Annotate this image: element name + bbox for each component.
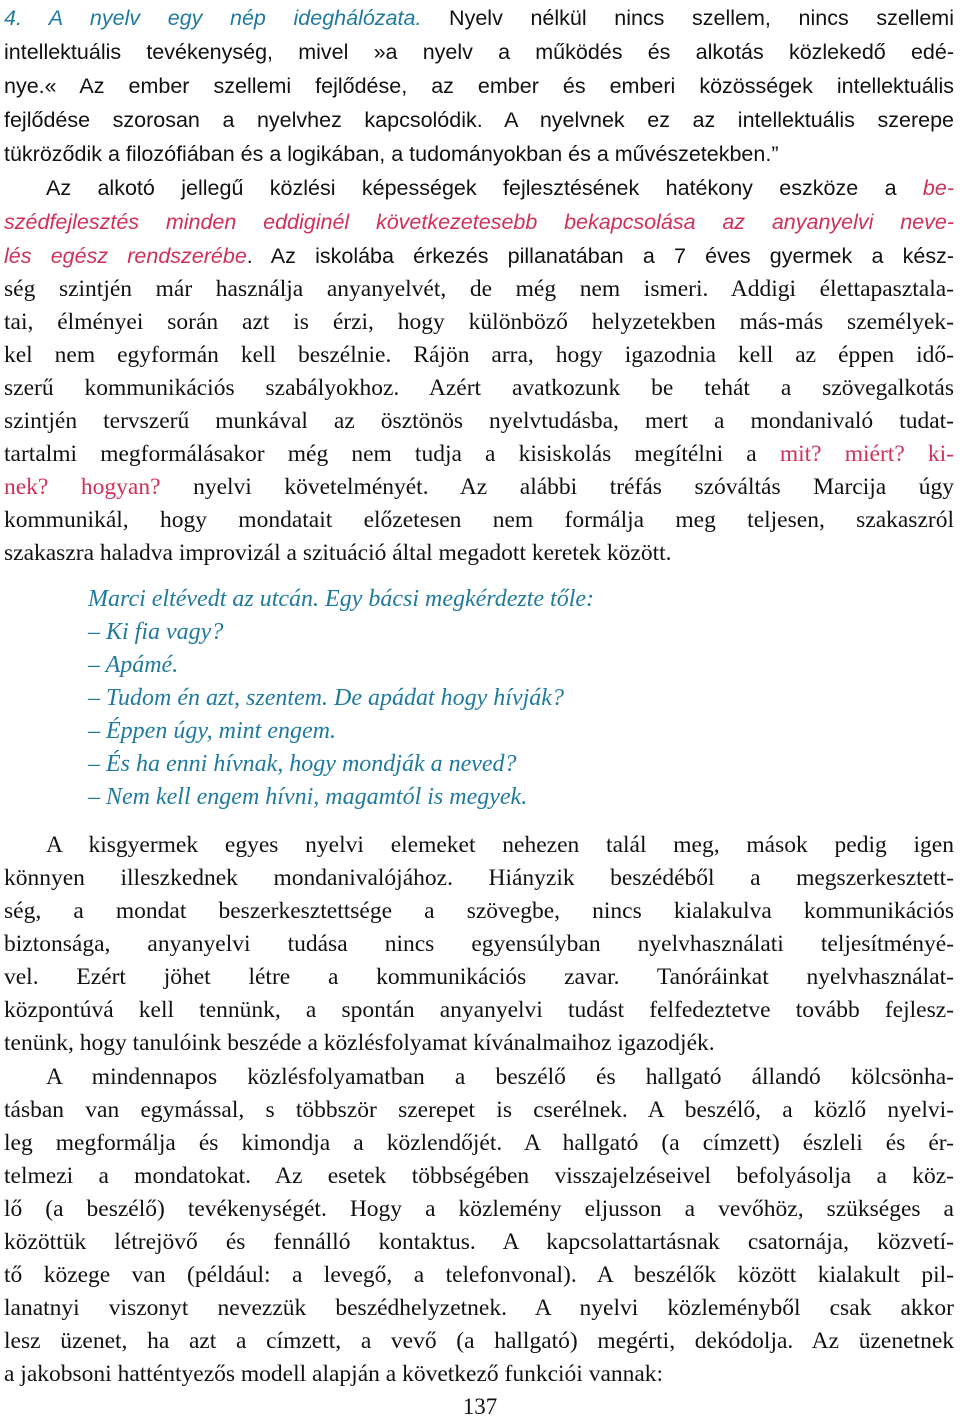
paragraph1-line-10: nek? hogyan? nyelvi követelményét. Az alábbi tréfás szóváltás Marcija úgy <box>4 474 955 500</box>
paragraph2-line-2: könnyen illeszkednek mondanivalójához. Hiányzik beszédéből a megszerkesztett- <box>4 865 954 891</box>
emphasis-text: be- <box>922 176 954 200</box>
paragraph1-line-6: kel nem egyformán kell beszélnie. Rájön arra, hogy igazodnia kell az éppen idő- <box>4 342 954 368</box>
section-intro-line-2: intellektuális tevékenység, mivel »a nyelv a működés és alkotás közlekedő edé- <box>4 40 954 64</box>
dialogue-line: – Nem kell engem hívni, magamtól is megyek. <box>88 784 528 810</box>
paragraph3-line-3: leg megformálja és kimondja a közlendőjét. A hallgató (a címzett) észleli és ér- <box>4 1130 954 1156</box>
section-intro-line-4: fejlődése szorosan a nyelvhez kapcsolódik. A nyelvnek ez az intellektuális szerepe <box>4 108 954 132</box>
dialogue-line: – Apámé. <box>88 652 179 678</box>
paragraph3-line-2: tásban van egymással, s többször szerepet is cserélnek. A beszélő, a közlő nyelvi- <box>4 1097 954 1123</box>
paragraph3-line-9: lesz üzenet, ha azt a címzett, a vevő (a hallgató) megérti, dekódolja. Az üzenetnek <box>4 1328 954 1354</box>
paragraph2-line-6: központúvá kell tennünk, a spontán anyanyelvi tudást felfedeztetve tovább fejlesz- <box>4 997 954 1023</box>
paragraph3-line-8: lanatnyi viszonyt nevezzük beszédhelyzetnek. A nyelvi közleményből csak akkor <box>4 1295 954 1321</box>
question-word: mit? <box>779 441 822 467</box>
page-number: 137 <box>462 1394 498 1419</box>
dialogue-line: – Tudom én azt, szentem. De apádat hogy hívják? <box>88 685 564 711</box>
paragraph1-line-11: kommunikál, hogy mondatait előzetesen nem formálja meg teljesen, szakaszról <box>4 507 954 533</box>
paragraph1-line-9: tartalmi megformálásakor még nem tudja a kisiskolás megítélni a mit? miért? ki- <box>4 441 954 467</box>
paragraph1-line-8: szintjén tervszerű munkával az ösztönös nyelvtudásba, mert a mondanivaló tudat- <box>4 408 954 434</box>
paragraph2-line-7: tenünk, hogy tanulóink beszéde a közlésfolyamat kívánalmaihoz igazodjék. <box>4 1030 715 1056</box>
question-word: nek? <box>4 474 49 500</box>
dialogue-line: Marci eltévedt az utcán. Egy bácsi megkérdezte tőle: <box>88 586 595 612</box>
question-word: ki- <box>927 441 954 467</box>
dialogue-line: – Éppen úgy, mint engem. <box>88 718 336 744</box>
section-intro-line-3: nye.« Az ember szellemi fejlődése, az ember és emberi közösségek intellektuális <box>4 74 954 98</box>
paragraph2-line-4: biztonsága, anyanyelvi tudása nincs egyensúlyban nyelvhasználati teljesítményé- <box>4 931 954 957</box>
paragraph3-line-4: telmezi a mondatokat. Az esetek többségében visszajelzéseivel befolyásolja a köz- <box>4 1163 954 1189</box>
dialogue-line: – És ha enni hívnak, hogy mondják a neved? <box>88 751 517 777</box>
paragraph1-line-1: Az alkotó jellegű közlési képességek fejlesztésének hatékony eszköze a be- <box>46 176 954 200</box>
paragraph1-line-5: tai, élményei során azt is érzi, hogy különböző helyzetekben más-más személyek- <box>4 309 954 335</box>
question-word: miért? <box>844 441 905 467</box>
section-intro-line-1: 4. A nyelv egy nép ideghálózata. Nyelv nélkül nincs szellem, nincs szellemi <box>4 6 954 30</box>
paragraph2-line-5: vel. Ezért jöhet létre a kommunikációs zavar. Tanóráinkat nyelvhasználat- <box>4 964 954 990</box>
paragraph3-line-10: a jakobsoni hatténtyezős modell alapján a következő funkciói vannak: <box>4 1361 664 1387</box>
paragraph2-line-3: ség, a mondat beszerkesztettsége a szövegbe, nincs kialakulva kommunikációs <box>4 898 954 924</box>
paragraph1-line-7: szerű kommunikációs szabályokhoz. Azért avatkozunk be tehát a szövegalkotás <box>4 375 954 401</box>
paragraph1-line-4: ség szintjén már használja anyanyelvét, de még nem ismeri. Addigi élettapasztala- <box>4 276 954 302</box>
paragraph3-line-1: A mindennapos közlésfolyamatban a beszélő és hallgató állandó kölcsönha- <box>46 1064 954 1090</box>
emphasis-text: lés egész rendszerébe <box>4 244 247 268</box>
paragraph3-line-5: lő (a beszélő) tevékenységét. Hogy a közlemény eljusson a vevőhöz, szükséges a <box>4 1196 954 1222</box>
paragraph3-line-7: tő közege van (például: a levegő, a telefonvonal). A beszélők között kialakult pil- <box>4 1262 954 1288</box>
dialogue-line: – Ki fia vagy? <box>88 619 224 645</box>
section-heading: 4. A nyelv egy nép ideghálózata. <box>4 6 422 30</box>
paragraph3-line-6: közöttük létrejövő és fennálló kontaktus. A kapcsolattartásnak csatornája, közvetí- <box>4 1229 954 1255</box>
paragraph2-line-1: A kisgyermek egyes nyelvi elemeket nehezen talál meg, mások pedig igen <box>46 832 954 858</box>
question-word: hogyan? <box>80 474 161 500</box>
section-intro-line-5: tükröződik a filozófiában és a logikában, a tudományokban és a művészetekben.” <box>4 142 779 166</box>
paragraph1-line-12: szakaszra haladva improvizál a szituáció által megadott keretek között. <box>4 540 672 566</box>
paragraph1-line-3: lés egész rendszerébe. Az iskolába érkezés pillanatában a 7 éves gyermek a kész- <box>4 244 954 268</box>
paragraph1-line-2: szédfejlesztés minden eddiginél következetesebb bekapcsolása az anyanyelvi neve- <box>4 210 954 234</box>
